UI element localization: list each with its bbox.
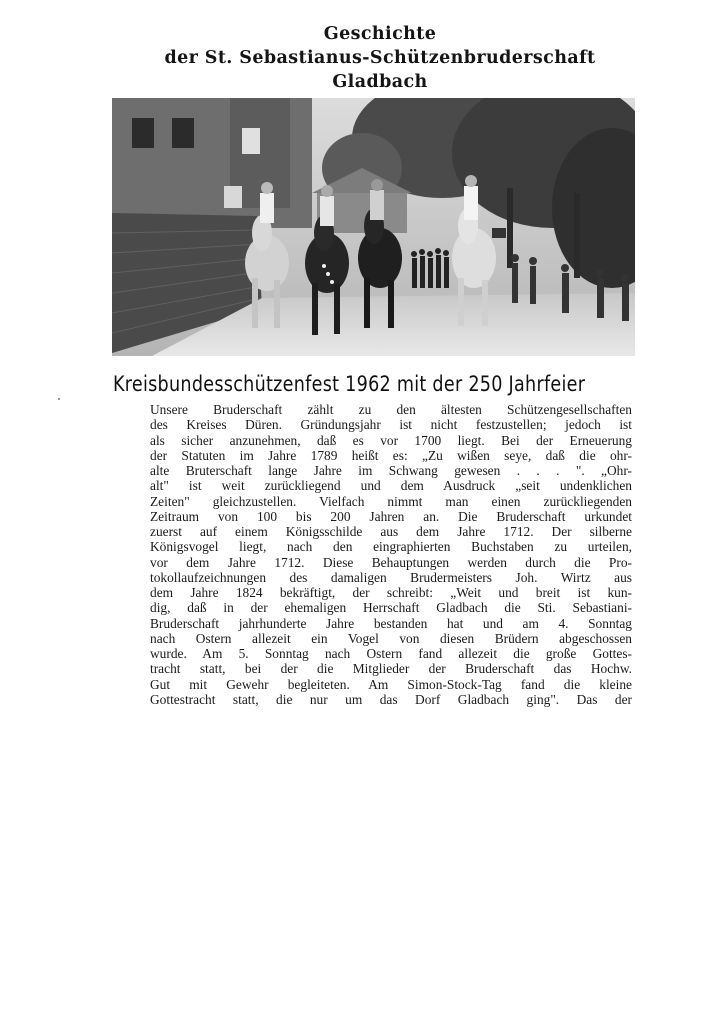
- body-line: der Statuten im Jahre 1789 heißt es: „Zu wißen seye, daß die ohr-: [150, 447, 632, 463]
- body-line: dig, daß in der ehemaligen Herrschaft Gladbach die Sti. Sebastiani-: [150, 600, 632, 616]
- body-line: dem Jahre 1824 bekräftigt, der schreibt: „Weit und breit ist kun-: [150, 585, 632, 600]
- body-line: Zeitraum von 100 bis 200 Jahren an. Die Bruderschaft urkundet: [150, 508, 632, 524]
- section-heading: Kreisbundesschützenfest 1962 mit der 250 Jahrfeier: [113, 372, 586, 396]
- body-text: [150, 402, 632, 707]
- scan-speck: [58, 398, 60, 400]
- body-line: tokollaufzeichnungen des damaligen Brudermeisters Joh. Wirtz aus: [150, 569, 632, 585]
- title-line-2: der St. Sebastianus-Schützenbruderschaft: [164, 48, 596, 68]
- body-line: Königsvogel liegt, nach den eingraphierten Buchstaben zu urteilen,: [150, 539, 632, 555]
- body-line: Bruderschaft jahrhunderte Jahre bestanden hat und am 4. Sonntag: [150, 615, 632, 631]
- body-line: Unsere Bruderschaft zählt zu den ältesten Schützengesellschaften: [150, 402, 632, 417]
- body-line: Gut mit Gewehr begleiteten. Am Simon-Stock-Tag fand die kleine: [150, 676, 632, 692]
- body-line: zuerst auf einem Königsschilde aus dem Jahre 1712. Der silberne: [150, 524, 632, 539]
- parade-photo: [112, 98, 635, 356]
- body-line: Gottestracht statt, die nur um das Dorf Gladbach ging". Das der: [150, 691, 632, 707]
- body-line: als sicher anzunehmen, daß es vor 1700 liegt. Bei der Erneuerung: [150, 432, 632, 448]
- title-line-1: Geschichte: [323, 24, 437, 44]
- document-title: [100, 22, 660, 94]
- title-line-3: Gladbach: [332, 72, 428, 92]
- body-line: alt" ist weit zurückliegend und dem Ausdruck „seit undenklichen: [150, 478, 632, 494]
- body-line: tracht statt, bei der die Mitglieder der Bruderschaft das Hochw.: [150, 661, 632, 677]
- body-line: alte Bruterschaft lange Jahre im Schwang gewesen . . . ". „Ohr-: [150, 463, 632, 478]
- body-line: vor dem Jahre 1712. Diese Behauptungen werden durch die Pro-: [150, 554, 632, 570]
- body-line: nach Ostern allezeit ein Vogel von diesen Brüdern abgeschossen: [150, 630, 632, 646]
- body-line: wurde. Am 5. Sonntag nach Ostern fand allezeit die große Gottes-: [150, 646, 632, 661]
- body-line: Zeiten" gleichzustellen. Vielfach nimmt man einen zurückliegenden: [150, 493, 632, 509]
- body-line: des Kreises Düren. Gründungsjahr ist nicht festzustellen; jedoch ist: [150, 417, 632, 433]
